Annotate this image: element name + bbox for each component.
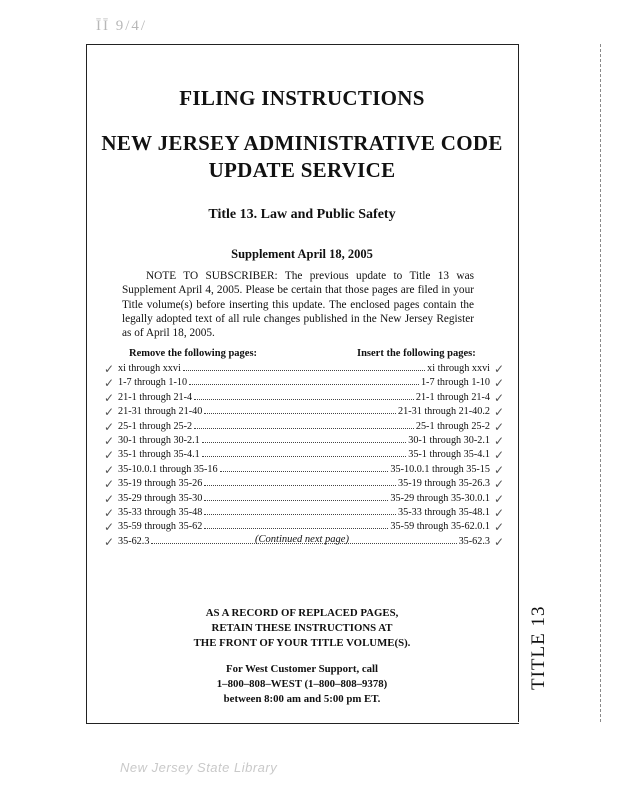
check-mark-icon: ✓ [493,505,504,520]
insert-pages: xi through xxvi [427,363,490,374]
dot-leader [204,506,396,515]
check-mark-icon: ✓ [493,362,504,376]
page-list-row [104,390,504,405]
check-mark-icon: ✓ [104,405,115,420]
check-mark-icon: ✓ [104,462,115,477]
title-tab-label: TITLE 13 [528,605,549,690]
supplement-date: Supplement April 18, 2005 [231,247,373,261]
remove-pages: 35-1 through 35-4.1 [118,449,200,461]
dot-leader [194,420,414,429]
dot-leader [189,376,419,385]
subscriber-note: NOTE TO SUBSCRIBER: The previous update to Title 13 was Supplement April 4, 2005. Please be certain that those pages are filed in your Title volume(s) before inserting this update. The enclosed pages contain the legally adopted text of all rule changes published in the New Jersey Register as of April 18, 2005. [122,270,474,340]
check-mark-icon: ✓ [493,390,504,405]
check-mark-icon: ✓ [104,419,115,434]
dot-leader [202,434,406,443]
insert-pages: 30-1 through 30-2.1 [408,434,490,446]
page-list-row [104,419,504,434]
dot-leader [194,391,414,400]
insert-pages: 35-10.0.1 through 35-15 [390,463,490,475]
page-list-row [104,491,504,506]
page-list [104,362,504,549]
remove-pages: 35-59 through 35-62 [118,521,203,533]
remove-pages: 1-7 through 1-10 [118,377,188,389]
remove-pages: 35-62.3 [118,535,150,547]
insert-pages: 35-33 through 35-48.1 [398,506,490,518]
insert-pages: 35-29 through 35-30.0.1 [390,492,490,504]
remove-pages: xi through xxvi [118,363,181,374]
dot-leader [204,492,388,501]
support-phone: 1–800–808–WEST (1–800–808–9378) [216,678,388,690]
dot-leader [204,520,388,529]
document-title: FILING INSTRUCTIONS [179,86,425,110]
insert-pages: 1-7 through 1-10 [420,377,490,389]
check-mark-icon: ✓ [493,448,504,463]
document-subtitle-line1: NEW JERSEY ADMINISTRATIVE CODE [101,131,503,155]
dot-leader [202,448,406,457]
page-list-row [104,477,504,492]
title-section-heading: Title 13. Law and Public Safety [208,207,396,222]
check-mark-icon: ✓ [104,448,115,463]
check-mark-icon: ✓ [493,419,504,434]
document-subtitle-line2: UPDATE SERVICE [208,158,396,182]
insert-pages: 35-1 through 35-4.1 [408,449,490,461]
check-mark-icon: ✓ [493,520,504,535]
remove-pages: 35-33 through 35-48 [118,506,203,518]
check-mark-icon: ✓ [104,362,115,376]
page-list-row [104,362,504,376]
remove-pages: 30-1 through 30-2.1 [118,434,200,446]
check-mark-icon: ✓ [104,390,115,405]
check-mark-icon: ✓ [493,491,504,506]
record-line: THE FRONT OF YOUR TITLE VOLUME(S). [193,637,411,649]
support-line: For West Customer Support, call [225,663,379,675]
page-list-row [104,433,504,448]
check-mark-icon: ✓ [493,534,504,549]
check-mark-icon: ✓ [493,462,504,477]
remove-pages: 25-1 through 25-2 [118,420,193,432]
record-line: RETAIN THESE INSTRUCTIONS AT [211,622,393,634]
remove-pages: 35-19 through 35-26 [118,478,203,490]
page-list-row [104,505,504,520]
check-mark-icon: ✓ [104,477,115,492]
remove-pages: 35-10.0.1 through 35-16 [118,463,218,475]
record-line: AS A RECORD OF REPLACED PAGES, [205,607,399,619]
remove-pages: 21-31 through 21-40 [118,406,203,418]
insert-pages: 21-1 through 21-4 [415,391,490,403]
check-mark-icon: ✓ [104,491,115,506]
check-mark-icon: ✓ [493,405,504,420]
title-tab [528,600,552,690]
customer-support-info [86,662,518,707]
check-mark-icon: ✓ [104,534,115,549]
page-list-row [104,448,504,463]
insert-pages: 35-62.3 [458,535,490,547]
dot-leader [220,463,389,472]
remove-pages: 35-29 through 35-30 [118,492,203,504]
margin-scribble: ĪĪ 9/4/ [96,18,148,34]
continued-note: (Continued next page) [255,534,349,545]
insert-pages: 35-59 through 35-62.0.1 [390,521,490,533]
insert-pages: 21-31 through 21-40.2 [398,406,490,418]
check-mark-icon: ✓ [104,376,115,391]
page-list-row [104,405,504,420]
dot-leader [204,405,396,414]
remove-column-header: Remove the following pages: [129,348,258,359]
dot-leader [183,362,425,371]
check-mark-icon: ✓ [104,433,115,448]
frame-right-rule [518,44,519,722]
check-mark-icon: ✓ [493,433,504,448]
record-instructions [86,606,518,651]
check-mark-icon: ✓ [104,520,115,535]
check-mark-icon: ✓ [493,477,504,492]
insert-pages: 25-1 through 25-2 [415,420,490,432]
remove-pages: 21-1 through 21-4 [118,391,193,403]
insert-pages: 35-19 through 35-26.3 [398,478,490,490]
support-hours: between 8:00 am and 5:00 pm ET. [223,693,381,705]
page-list-row [104,462,504,477]
check-mark-icon: ✓ [104,505,115,520]
tab-edge-rule [600,44,602,722]
page-list-row [104,376,504,391]
library-stamp: New Jersey State Library [120,760,278,775]
insert-column-header: Insert the following pages: [357,348,476,359]
check-mark-icon: ✓ [493,376,504,391]
dot-leader [204,477,396,486]
page-list-row [104,520,504,535]
